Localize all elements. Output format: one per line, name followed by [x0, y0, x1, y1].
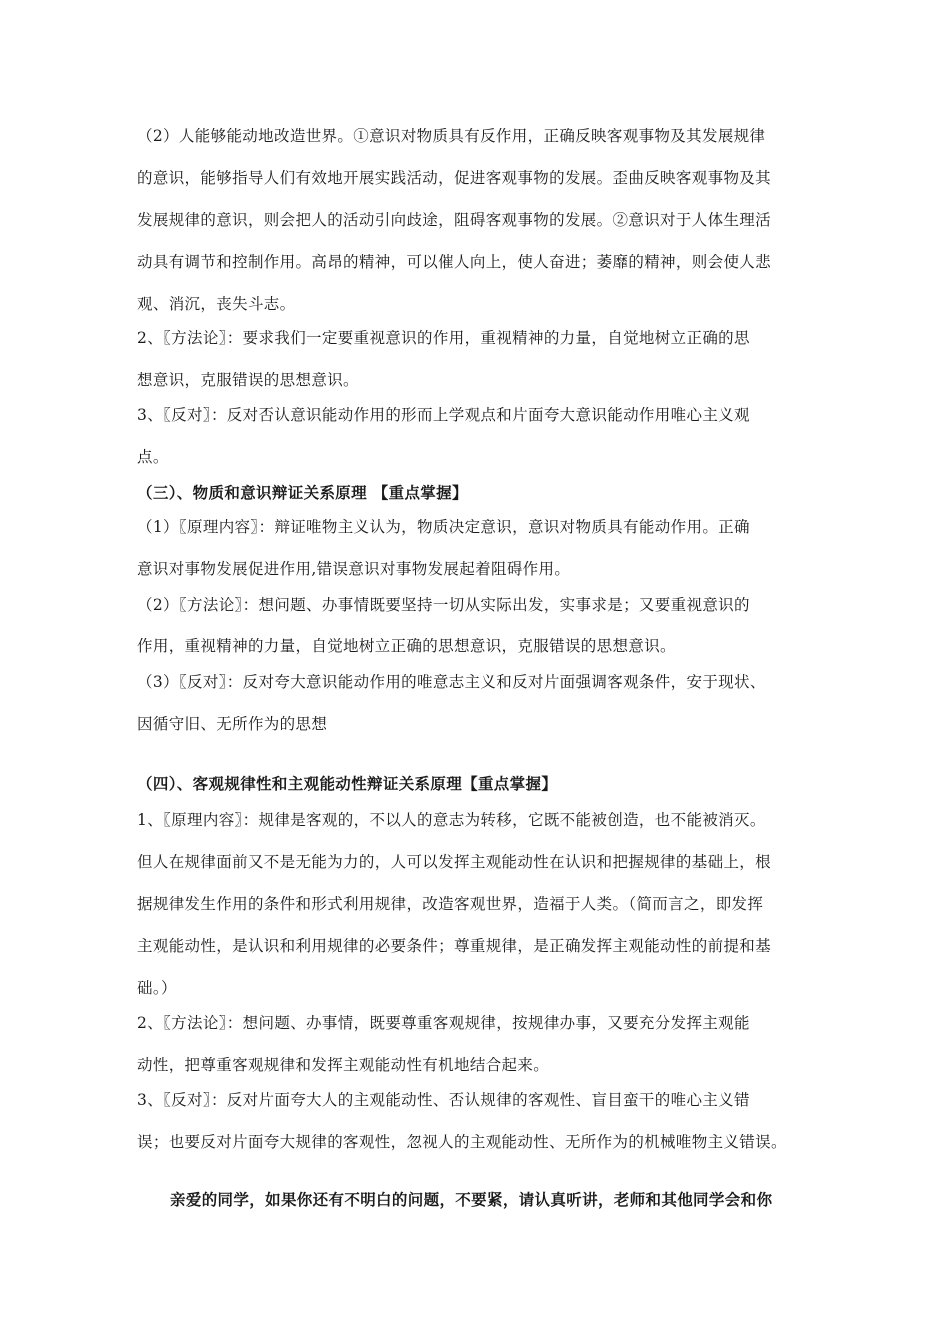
- paragraph-line: 点。: [137, 448, 169, 466]
- closing-note: 亲爱的同学，如果你还有不明白的问题，不要紧，请认真听讲，老师和其他同学会和你: [170, 1190, 773, 1209]
- paragraph-line: （3）〖反对〗：反对夸大意识能动作用的唯意志主义和反对片面强调客观条件，安于现状、: [137, 673, 766, 691]
- paragraph-line: 主观能动性，是认识和利用规律的必要条件；尊重规律，是正确发挥主观能动性的前提和基: [137, 937, 772, 955]
- paragraph-line: 观、消沉，丧失斗志。: [137, 295, 296, 313]
- paragraph-line: 因循守旧、无所作为的思想: [137, 715, 328, 733]
- paragraph-line: 的意识，能够指导人们有效地开展实践活动，促进客观事物的发展。歪曲反映客观事物及其: [137, 169, 772, 187]
- paragraph-line: 3、〖反对〗：反对否认意识能动作用的形而上学观点和片面夸大意识能动作用唯心主义观: [137, 406, 750, 424]
- paragraph-line: 3、〖反对〗：反对片面夸大人的主观能动性、否认规律的客观性、盲目蛮干的唯心主义错: [137, 1091, 750, 1109]
- paragraph-line: 意识对事物发展促进作用,错误意识对事物发展起着阻碍作用。: [137, 560, 571, 578]
- paragraph-line: 但人在规律面前又不是无能为力的，人可以发挥主观能动性在认识和把握规律的基础上，根: [137, 853, 772, 871]
- paragraph-line: 误；也要反对片面夸大规律的客观性，忽视人的主观能动性、无所作为的机械唯物主义错误。: [137, 1133, 787, 1151]
- section-heading: （四）、客观规律性和主观能动性辩证关系原理【重点掌握】: [137, 774, 558, 793]
- section-heading: （三）、物质和意识辩证关系原理 【重点掌握】: [137, 483, 468, 502]
- paragraph-line: 想意识，克服错误的思想意识。: [137, 371, 359, 389]
- paragraph-line: （1）〖原理内容〗：辩证唯物主义认为，物质决定意识，意识对物质具有能动作用。正确: [137, 518, 750, 536]
- paragraph-line: 发展规律的意识，则会把人的活动引向歧途，阻碍客观事物的发展。②意识对于人体生理活: [137, 211, 772, 229]
- paragraph-line: 1、〖原理内容〗：规律是客观的，不以人的意志为转移，它既不能被创造，也不能被消灭。: [137, 811, 766, 829]
- paragraph-line: 据规律发生作用的条件和形式利用规律，改造客观世界，造福于人类。（简而言之，即发挥: [137, 895, 764, 913]
- paragraph-line: （2）〖方法论〗：想问题、办事情既要坚持一切从实际出发，实事求是；又要重视意识的: [137, 596, 750, 614]
- paragraph-line: 动具有调节和控制作用。高昂的精神，可以催人向上，使人奋进；萎靡的精神，则会使人悲: [137, 253, 772, 271]
- paragraph-line: 2、〖方法论〗：想问题、办事情，既要尊重客观规律，按规律办事，又要充分发挥主观能: [137, 1014, 750, 1032]
- paragraph-line: 2、〖方法论〗：要求我们一定要重视意识的作用，重视精神的力量，自觉地树立正确的思: [137, 329, 750, 347]
- paragraph-line: 动性，把尊重客观规律和发挥主观能动性有机地结合起来。: [137, 1056, 550, 1074]
- paragraph-line: 础。）: [137, 979, 177, 997]
- paragraph-line: （2）人能够能动地改造世界。①意识对物质具有反作用，正确反映客观事物及其发展规律: [137, 127, 766, 145]
- paragraph-line: 作用，重视精神的力量，自觉地树立正确的思想意识，克服错误的思想意识。: [137, 637, 676, 655]
